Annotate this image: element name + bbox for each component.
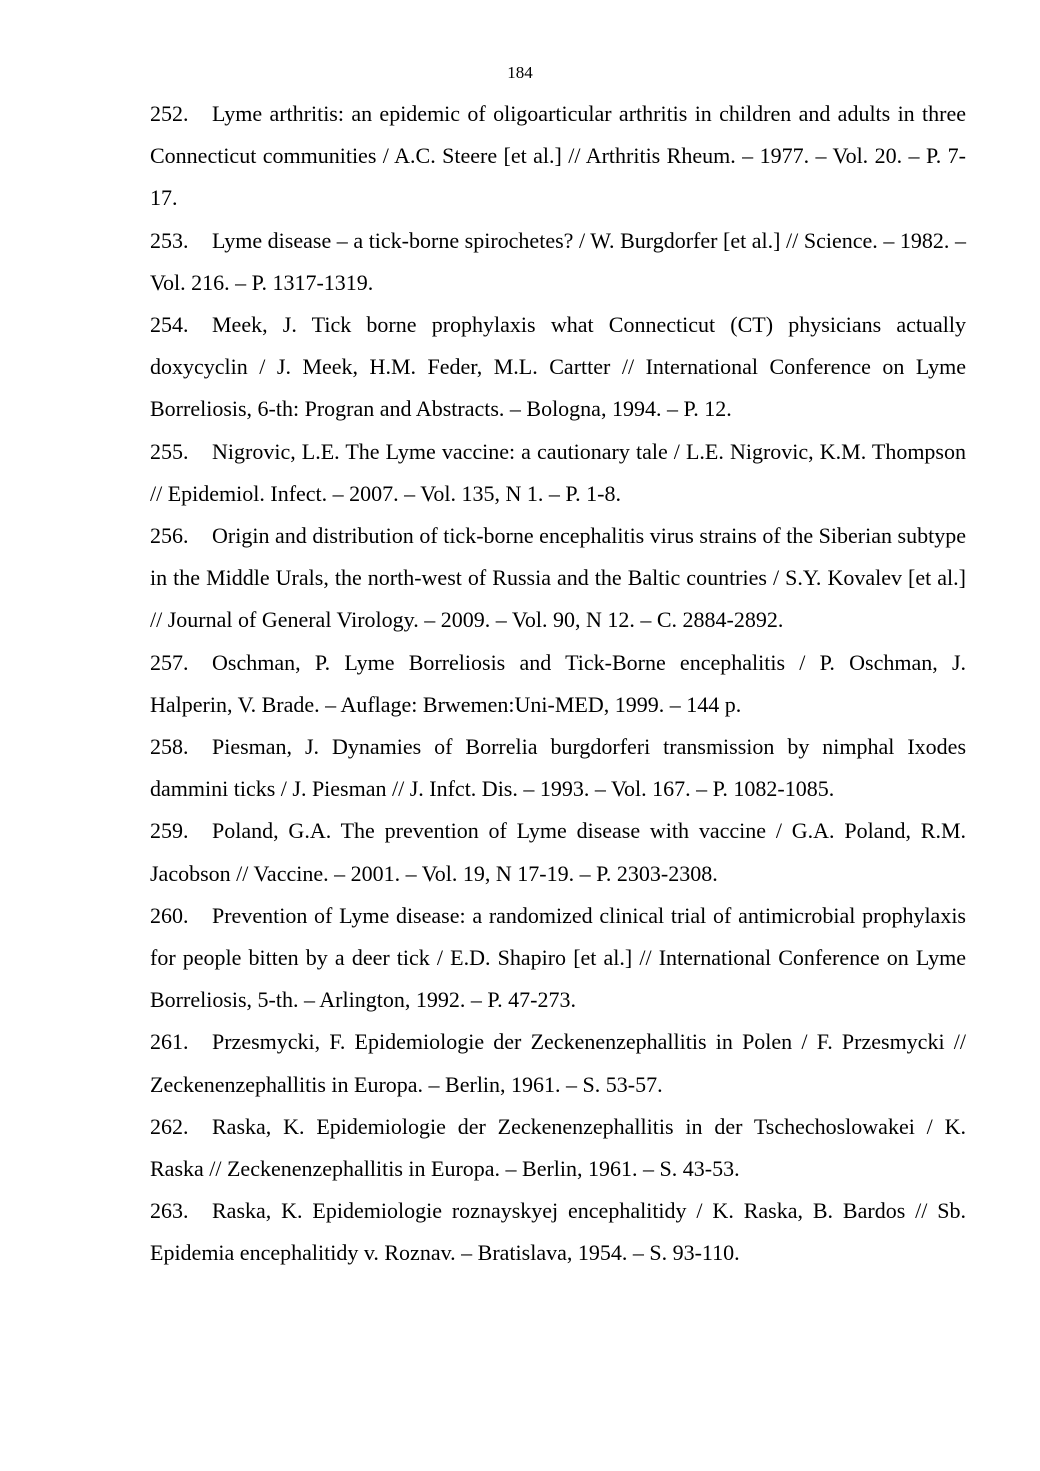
reference-number: 258. <box>150 734 189 760</box>
reference-number: 262. <box>150 1113 189 1139</box>
reference-text: Meek, J. Tick borne prophylaxis what Connecticut (CT) physicians actually doxycyclin / J. Meek, H.M. Feder, M.L. Cartter // International Conference on Lyme Borreliosis, 6-th: Progran and Abstracts. – Bologna, 1994. – P. 12. <box>150 312 966 422</box>
reference-number: 255. <box>150 438 189 464</box>
reference-item <box>150 642 966 726</box>
reference-text: Nigrovic, L.E. The Lyme vaccine: a cautionary tale / L.E. Nigrovic, K.M. Thompson // Epidemiol. Infect. – 2007. – Vol. 135, N 1. – P. 1-8. <box>150 438 966 506</box>
reference-list <box>150 93 966 1275</box>
reference-item <box>150 304 966 431</box>
reference-number: 260. <box>150 902 189 928</box>
reference-item <box>150 726 966 810</box>
reference-item <box>150 515 966 642</box>
reference-number: 259. <box>150 818 189 844</box>
reference-number: 261. <box>150 1029 189 1055</box>
reference-text: Lyme disease – a tick-borne spirochetes? / W. Burgdorfer [et al.] // Science. – 1982. – Vol. 216. – P. 1317-1319. <box>150 227 966 295</box>
reference-text: Przesmycki, F. Epidemiologie der Zeckenenzephallitis in Polen / F. Przesmycki // Zeckenenzephallitis in Europa. – Berlin, 1961. – S. 53-57. <box>150 1029 966 1097</box>
page-number: 184 <box>507 63 533 82</box>
reference-text: Piesman, J. Dynamies of Borrelia burgdorferi transmission by nimphal Ixodes dammini ticks / J. Piesman // J. Infct. Dis. – 1993. – Vol. 167. – P. 1082-1085. <box>150 734 966 802</box>
reference-text: Lyme arthritis: an epidemic of oligoarticular arthritis in children and adults in three Connecticut communities / A.C. Steere [et al.] // Arthritis Rheum. – 1977. – Vol. 20. – P. 7-17. <box>150 101 966 211</box>
reference-text: Raska, K. Epidemiologie roznayskyej encephalitidy / K. Raska, B. Bardos // Sb. Epidemia encephalitidy v. Roznav. – Bratislava, 1954. – S. 93-110. <box>150 1198 966 1266</box>
reference-text: Oschman, P. Lyme Borreliosis and Tick-Borne encephalitis / P. Oschman, J. Halperin, V. Brade. – Auflage: Brwemen:Uni-MED, 1999. – 144 p. <box>150 649 966 717</box>
reference-number: 263. <box>150 1198 189 1224</box>
reference-number: 252. <box>150 101 189 126</box>
reference-number: 253. <box>150 227 189 253</box>
reference-item <box>150 1190 966 1274</box>
reference-item <box>150 93 966 220</box>
reference-item <box>150 895 966 1022</box>
reference-item <box>150 220 966 304</box>
reference-number: 256. <box>150 523 189 549</box>
reference-item <box>150 1106 966 1190</box>
reference-number: 257. <box>150 649 189 675</box>
reference-item <box>150 810 966 894</box>
reference-text: Origin and distribution of tick-borne encephalitis virus strains of the Siberian subtype in the Middle Urals, the north-west of Russia and the Baltic countries / S.Y. Kovalev [et al.] // Journal of General Virology. – 2009. – Vol. 90, N 12. – C. 2884-2892. <box>150 523 966 633</box>
reference-text: Poland, G.A. The prevention of Lyme disease with vaccine / G.A. Poland, R.M. Jacobson // Vaccine. – 2001. – Vol. 19, N 17-19. – P. 2303-2308. <box>150 818 966 886</box>
reference-item <box>150 1021 966 1105</box>
reference-number: 254. <box>150 312 189 338</box>
reference-text: Raska, K. Epidemiologie der Zeckenenzephallitis in der Tschechoslowakei / K. Raska // Zeckenenzephallitis in Europa. – Berlin, 1961. – S. 43-53. <box>150 1113 966 1182</box>
reference-item <box>150 431 966 515</box>
reference-text: Prevention of Lyme disease: a randomized clinical trial of antimicrobial prophylaxis for people bitten by a deer tick / E.D. Shapiro [et al.] // International Conference on Lyme Borreliosis, 5-th. – Arlington, 1992. – P. 47-273. <box>150 902 966 1013</box>
